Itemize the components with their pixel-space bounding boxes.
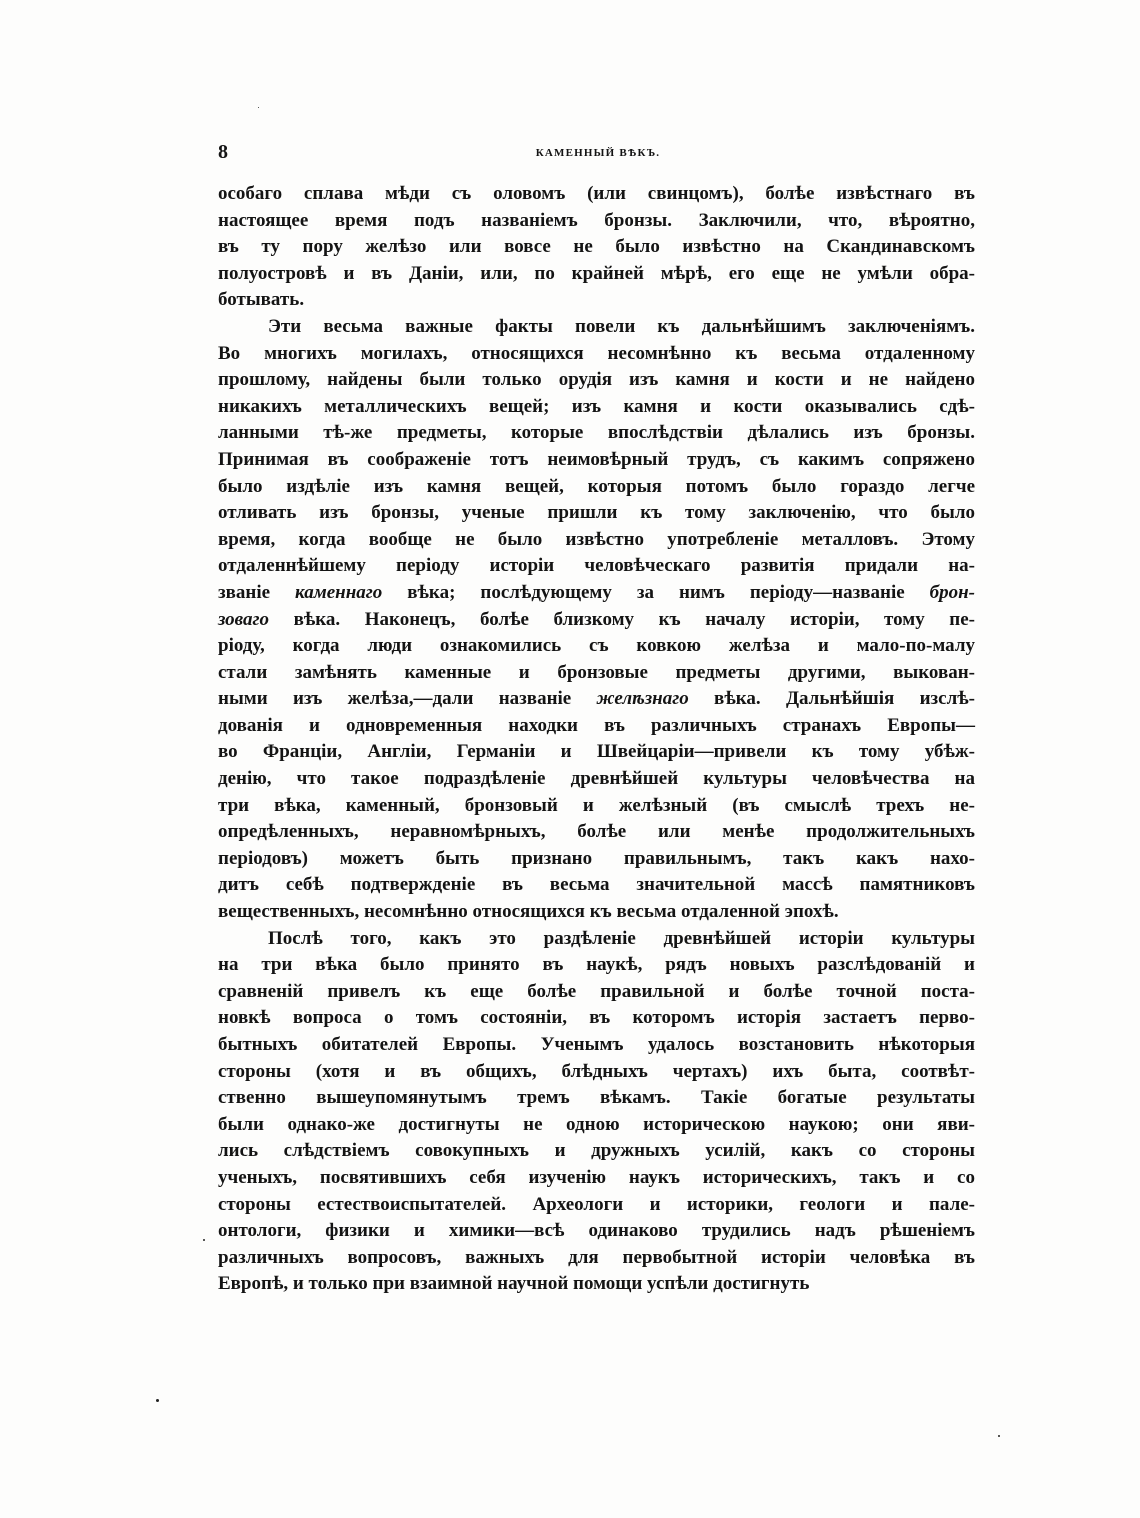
text-line: стороны (хотя и въ общихъ, блѣдныхъ чертахъ) ихъ быта, соотвѣт- xyxy=(218,1060,975,1082)
text-line: Принимая въ соображеніе тотъ неимовѣрный трудъ, съ какимъ сопряжено xyxy=(218,448,975,470)
text-line: никакихъ металлическихъ вещей; изъ камня и кости оказывались сдѣ- xyxy=(218,395,975,417)
text-line: ланными тѣ-же предметы, которые впослѣдствіи дѣлались изъ бронзы. xyxy=(218,422,975,444)
running-head: КАМЕННЫЙ ВѢКЪ. xyxy=(535,147,661,159)
text-line: отливать изъ бронзы, ученые пришли къ тому заключенію, что было xyxy=(218,502,975,524)
text-line: ріоду, когда люди ознакомились съ ковкою желѣза и мало-по-малу xyxy=(218,635,975,657)
speck xyxy=(998,1435,1000,1437)
speck xyxy=(203,1239,205,1241)
text-line: ными изъ желѣза,—дали названіе желѣзнаго вѣка. Дальнѣйшія изслѣ- xyxy=(218,688,975,710)
text-line: отдаленнѣйшему періоду исторіи человѣческаго развитія придали на- xyxy=(218,555,975,577)
text-line: ственно вышеупомянутымъ тремъ вѣкамъ. Такіе богатые результаты xyxy=(218,1087,975,1109)
body-text xyxy=(218,181,975,1298)
text-line: опредѣленныхъ, неравномѣрныхъ, болѣе или менѣе продолжительныхъ xyxy=(218,821,975,843)
text-line: стали замѣнять каменные и бронзовые предметы другими, выкован- xyxy=(218,661,975,683)
text-line: званіе каменнаго вѣка; послѣдующему за нимъ періоду—названіе брон- xyxy=(218,581,975,603)
text-line: во Франціи, Англіи, Германіи и Швейцаріи—привели къ тому убѣж- xyxy=(218,741,975,763)
text-line: сравненій привелъ къ еще болѣе правильной и болѣе точной поста- xyxy=(218,980,975,1002)
text-line: ботывать. xyxy=(218,289,305,311)
text-line: было издѣліе изъ камня вещей, которыя потомъ было гораздо легче xyxy=(218,475,975,497)
page-header xyxy=(218,140,975,166)
text-line: онтологи, физики и химики—всѣ одинаково трудились надъ рѣшеніемъ xyxy=(218,1220,975,1242)
text-line: вещественныхъ, несомнѣнно относящихся къ весьма отдаленной эпохѣ. xyxy=(218,901,839,923)
text-line: особаго сплава мѣди съ оловомъ (или свинцомъ), болѣе извѣстнаго въ xyxy=(218,183,975,204)
text-line: полуостровѣ и въ Даніи, или, по крайней мѣрѣ, его еще не умѣли обра- xyxy=(218,262,975,284)
text-line: дитъ себѣ подтвержденіе въ весьма значительной массѣ памятниковъ xyxy=(218,874,975,896)
text-line: Во многихъ могилахъ, относящихся несомнѣнно къ весьма отдаленному xyxy=(218,342,975,364)
text-line: въ ту пору желѣзо или вовсе не было извѣстно на Скандинавскомъ xyxy=(218,236,975,258)
text-line: прошлому, найдены были только орудія изъ камня и кости и не найдено xyxy=(218,369,975,391)
speck xyxy=(156,1399,159,1402)
text-line: періодовъ) можетъ быть признано правильнымъ, такъ какъ нахо- xyxy=(218,847,975,869)
text-line: Послѣ того, какъ это раздѣленіе древнѣйшей исторіи культуры xyxy=(268,927,975,949)
text-line: денію, что такое подраздѣленіе древнѣйшей культуры человѣчества на xyxy=(218,768,975,790)
text-line: Европѣ, и только при взаимной научной помощи успѣли достигнуть xyxy=(218,1273,810,1295)
text-line: на три вѣка было принято въ наукѣ, рядъ новыхъ разслѣдованій и xyxy=(218,954,975,976)
text-line: настоящее время подъ названіемъ бронзы. Заключили, что, вѣроятно, xyxy=(218,209,975,231)
page-number: 8 xyxy=(218,141,228,163)
speck xyxy=(258,107,259,108)
text-line: новкѣ вопроса о томъ состояніи, въ которомъ исторія застаетъ перво- xyxy=(218,1007,975,1029)
paragraph-2 xyxy=(218,314,975,926)
text-line: бытныхъ обитателей Европы. Ученымъ удалось возстановить нѣкоторыя xyxy=(218,1034,975,1055)
text-line: Эти весьма важные факты повели къ дальнѣйшимъ заключеніямъ. xyxy=(268,315,975,337)
text-line: время, когда вообще не было извѣстно употребленіе металловъ. Этому xyxy=(218,528,975,550)
text-line: лись слѣдствіемъ совокупныхъ и дружныхъ усилій, какъ со стороны xyxy=(218,1140,975,1162)
text-line: зоваго вѣка. Наконецъ, болѣе близкому къ началу исторіи, тому пе- xyxy=(218,608,975,630)
text-line: различныхъ вопросовъ, важныхъ для первобытной исторіи человѣка въ xyxy=(218,1246,975,1268)
text-line: были однако-же достигнуты не одною историческою наукою; они яви- xyxy=(218,1113,975,1135)
paragraph-3 xyxy=(218,926,975,1298)
text-line: ученыхъ, посвятившихъ себя изученію наукъ историческихъ, такъ и со xyxy=(218,1166,975,1188)
text-line: дованія и одновременныя находки въ различныхъ странахъ Европы— xyxy=(218,714,975,736)
text-line: три вѣка, каменный, бронзовый и желѣзный (въ смыслѣ трехъ не- xyxy=(218,794,975,816)
text-line: стороны естествоиспытателей. Археологи и историки, геологи и пале- xyxy=(218,1193,975,1215)
paragraph-1 xyxy=(218,181,975,314)
